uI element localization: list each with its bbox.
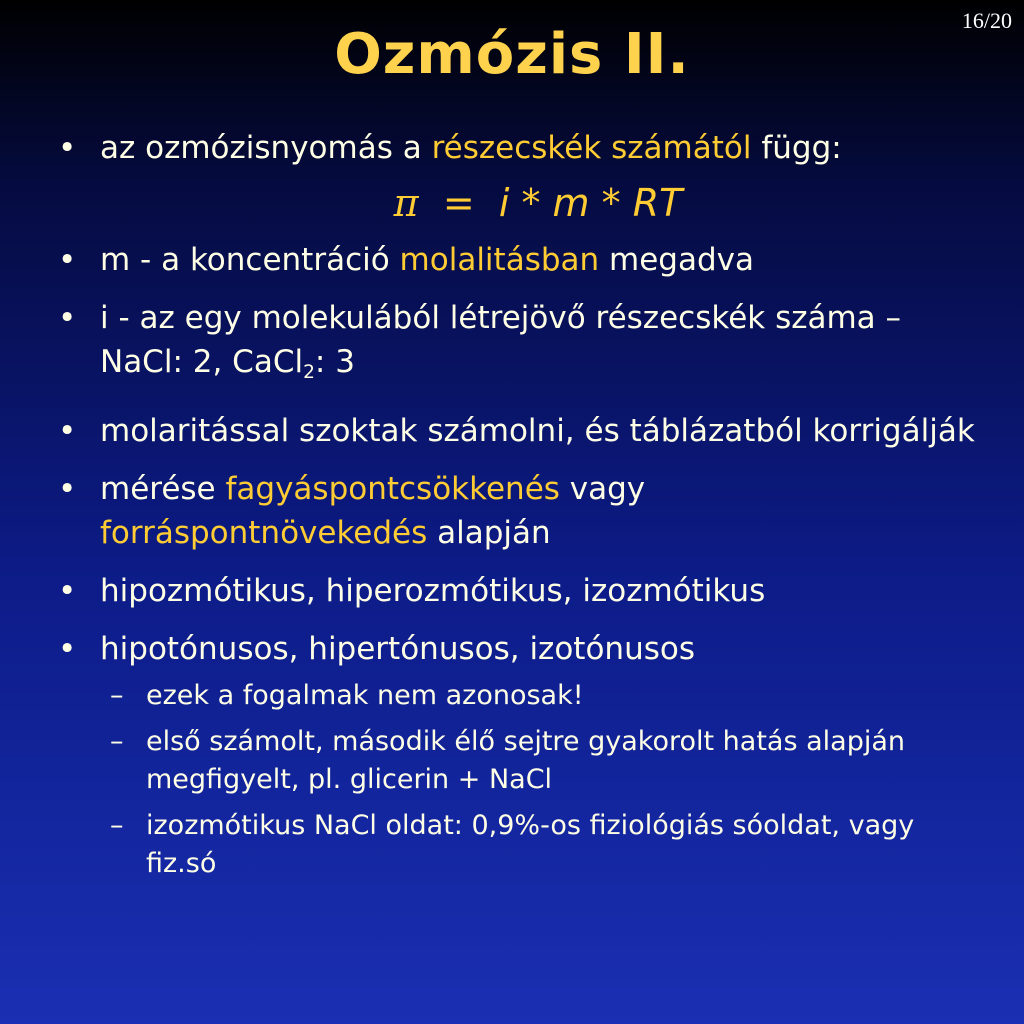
bullet-icon: • (58, 413, 77, 449)
bullet-icon: • (58, 631, 77, 667)
bullet-item (58, 627, 978, 671)
bullet-item (58, 126, 978, 170)
dash-icon: – (110, 680, 124, 711)
bullet-icon: • (58, 242, 77, 278)
sub-bullet-item (110, 677, 978, 715)
formula-expression: = i * m * RT (418, 181, 683, 225)
sub-bullet-text: izozmótikus NaCl oldat: 0,9%-os fiziológiás sóoldat, vagy fiz.só (146, 810, 915, 879)
highlighted-term: fagyáspontcsökkenés (225, 471, 560, 507)
bullet-item (58, 238, 978, 282)
bullet-text: m - a koncentráció molalitásban megadva (100, 242, 754, 278)
subscript: 2 (303, 362, 315, 383)
bullet-text: az ozmózisnyomás a részecskék számától függ: (100, 130, 842, 166)
bullet-icon: • (58, 300, 77, 336)
bullet-text: i - az egy molekulából létrejövő részecskék száma – NaCl: 2, CaCl$_2$: 3 (100, 300, 902, 383)
bullet-item (58, 467, 978, 555)
dash-icon: – (110, 810, 124, 841)
bullet-item (58, 409, 978, 453)
highlighted-term: forráspontnövekedés (100, 515, 428, 551)
sub-bullet-item (110, 807, 978, 883)
slide-content (58, 126, 978, 891)
bullet-item (58, 569, 978, 613)
bullet-text: mérése fagyáspontcsökkenés vagy forráspontnövekedés alapján (100, 471, 646, 551)
dash-icon: – (110, 726, 124, 757)
bullet-text: hipozmótikus, hiperozmótikus, izozmótikus (100, 573, 766, 609)
formula (98, 178, 978, 228)
bullet-icon: • (58, 130, 77, 166)
sub-bullet-item (110, 723, 978, 799)
bullet-text: molaritással szoktak számolni, és táblázatból korrigálják (100, 413, 975, 449)
bullet-icon: • (58, 573, 77, 609)
bullet-item (58, 296, 978, 395)
sub-bullet-text: első számolt, második élő sejtre gyakorolt hatás alapján megfigyelt, pl. glicerin + NaCl (146, 726, 905, 795)
bullet-icon: • (58, 471, 77, 507)
bullet-text: hipotónusos, hipertónusos, izotónusos (100, 631, 695, 667)
sub-bullet-text: ezek a fogalmak nem azonosak! (146, 680, 584, 711)
slide-title: Ozmózis II. (334, 22, 690, 87)
pi-symbol: π (393, 181, 419, 225)
page-number: 16/20 (961, 8, 1012, 33)
highlighted-term: részecskék számától (431, 130, 752, 166)
highlighted-term: molalitásban (399, 242, 600, 278)
